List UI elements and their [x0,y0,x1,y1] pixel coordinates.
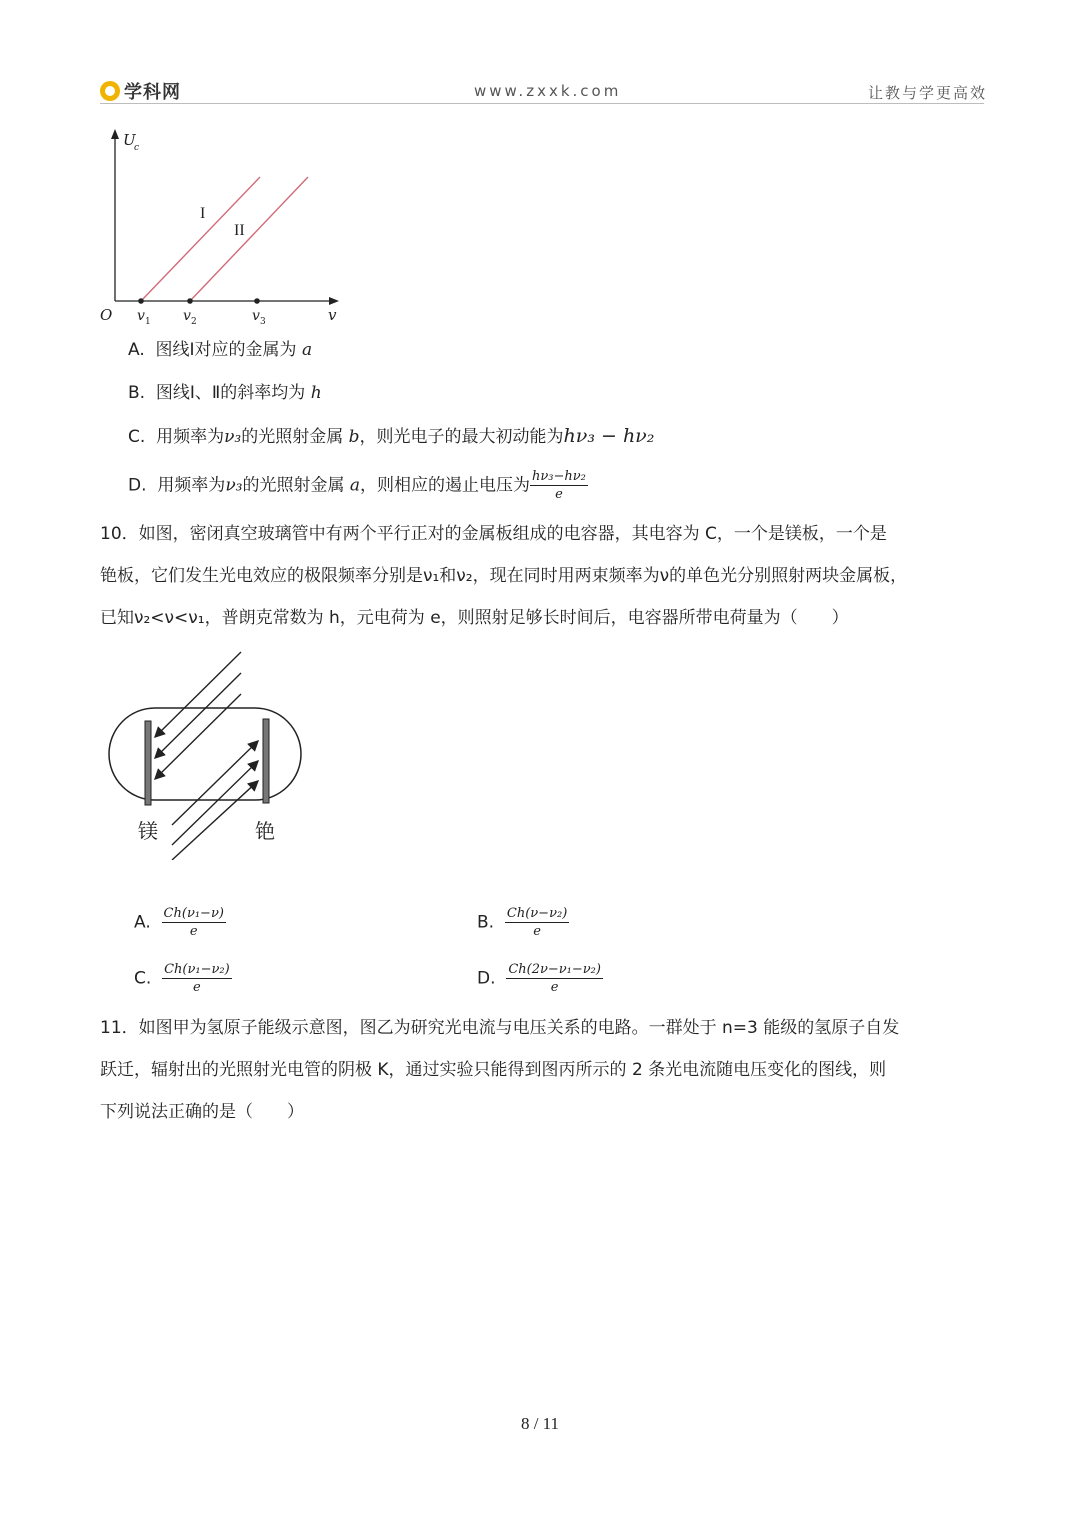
q9-option-a-text: 图线Ⅰ对应的金属为 [155,340,297,360]
q9-option-b-letter: B. [128,383,146,403]
y-axis-label: U [123,131,136,149]
q10-option-b-num: Ch(ν−ν₂) [506,906,568,921]
header-divider [100,103,984,104]
magnesium-plate [145,721,151,805]
q10-option-c-num: Ch(ν₁−ν₂) [164,962,230,977]
uc-frequency-graph [95,125,355,330]
glass-tube [109,708,301,800]
q9-option-a-letter: A. [128,340,145,360]
tick-v1-sub: 1 [145,317,151,327]
q9-option-b[interactable] [128,381,322,405]
magnesium-label: 镁 [138,819,158,843]
q9-option-c-metal: b [348,427,360,447]
slogan: 让教与学更高效 [868,84,988,102]
q9-option-d-letter: D. [128,475,147,496]
logo-icon [100,81,120,101]
q10-line-1: 10．如图，密闭真空玻璃管中有两个平行正对的金属板组成的电容器，其电容为 C，一个是镁板，一个是 [100,524,887,544]
tick-v2: v [183,308,191,324]
line-I [141,177,260,301]
line-I-label: I [200,205,206,222]
q10-option-d-letter: D. [477,968,496,989]
q9-option-d-num: hν₃−hν₂ [532,469,586,484]
y-axis-sub: c [134,143,140,153]
q9-option-b-var: h [310,383,322,403]
q10-option-d-fraction [506,962,603,995]
capacitor-tube-diagram [100,645,315,860]
tick-v2-sub: 2 [191,317,197,327]
q10-option-a-fraction [162,906,226,939]
q9-option-d-den: e [555,487,563,502]
q10-option-b-den: e [533,924,541,939]
q10-option-b-fraction [505,906,569,939]
question-11 [100,1007,984,1133]
q9-option-b-text: 图线Ⅰ、Ⅱ的斜率均为 [155,383,306,403]
q10-option-d-den: e [550,980,559,995]
q9-option-d-metal: a [349,475,361,496]
site-url: www.zxxk.com [474,82,622,100]
origin-label: O [100,306,113,324]
tick-dot-v1 [138,298,144,304]
q9-option-d-nu: ν₃ [225,475,243,496]
cesium-plate [263,719,269,803]
q10-option-a-letter: A. [134,912,151,933]
q9-option-c-expr: hν₃ − hν₂ [563,425,655,447]
q10-option-c-den: e [193,980,201,995]
tick-v1: v [137,308,145,324]
q10-option-d-num: Ch(2ν−ν₁−ν₂) [508,962,601,977]
q10-option-b-letter: B. [477,912,495,933]
tick-dot-v3 [254,298,260,304]
q9-option-a-var: a [301,340,313,360]
logo [100,78,181,104]
q10-option-c-letter: C. [134,968,152,989]
q11-line-3: 下列说法正确的是（ ） [100,1102,304,1122]
q9-option-c[interactable] [128,424,654,449]
q10-option-a-den: e [189,924,198,939]
tick-dot-v2 [187,298,193,304]
q9-option-c-text2: 的光照射金属 [241,427,344,447]
q9-option-c-letter: C. [128,427,146,447]
q10-option-c[interactable] [134,962,232,995]
q9-option-d[interactable] [128,469,588,502]
q11-line-1: 11．如图甲为氢原子能级示意图，图乙为研究光电流与电压关系的电路。一群处于 n=3 能级的氢原子自发 [100,1018,900,1038]
q10-option-b[interactable] [477,906,569,939]
q9-option-d-text2: 的光照射金属 [242,475,345,496]
q9-option-a[interactable] [128,338,312,362]
q10-option-a-num: Ch(ν₁−ν) [163,906,224,921]
q9-option-c-text3: ，则光电子的最大初动能为 [359,427,564,447]
line-II-label: II [234,222,245,239]
q9-option-c-nu: ν₃ [224,427,242,447]
q10-option-c-fraction [162,962,232,995]
q11-line-2: 跃迁，辐射出的光照射光电管的阴极 K，通过实验只能得到图丙所示的 2 条光电流随电压变化的图线，则 [100,1060,887,1080]
q9-option-d-text1: 用频率为 [157,475,226,496]
question-10 [100,513,984,639]
q9-option-c-text1: 用频率为 [156,427,225,447]
q10-line-2: 铯板，它们发生光电效应的极限频率分别是ν₁和ν₂，现在同时用两束频率为ν的单色光分别照射两块金属板， [100,566,908,586]
x-axis-label: v [328,306,337,324]
tick-v3-sub: 3 [260,317,266,327]
q10-option-a[interactable] [134,906,226,939]
q9-option-d-fraction [530,469,588,502]
logo-text: 学科网 [124,82,181,103]
cesium-label: 铯 [255,819,275,843]
q9-option-d-text3: ，则相应的遏止电压为 [360,475,531,496]
line-II [190,177,308,301]
q10-line-3: 已知ν₂<ν<ν₁，普朗克常数为 h，元电荷为 e，则照射足够长时间后，电容器所带电荷量为（ ） [100,608,849,628]
q10-option-d[interactable] [477,962,603,995]
incident-light-left [155,652,241,779]
tick-v3: v [252,308,260,324]
page-number: 8 / 11 [520,1414,560,1433]
